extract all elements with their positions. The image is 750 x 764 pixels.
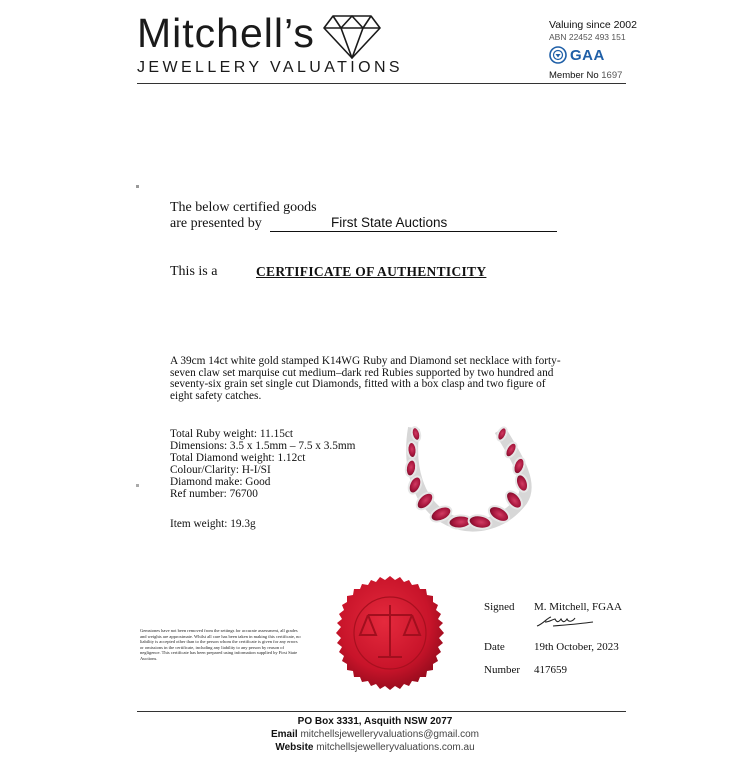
footer-website-link[interactable]: mitchellsjewelleryvaluations.com.au (316, 742, 475, 753)
spec-dimensions: Dimensions: 3.5 x 1.5mm – 7.5 x 3.5mm (170, 440, 356, 452)
signed-value: M. Mitchell, FGAA (534, 601, 622, 613)
footer-website-label: Website (275, 742, 314, 753)
member-value: 1697 (601, 70, 623, 81)
intro-line-1: The below certified goods (170, 200, 317, 215)
spec-ruby-weight: Total Ruby weight: 11.15ct (170, 428, 294, 440)
footer-divider (137, 711, 626, 712)
number-label: Number (484, 664, 521, 676)
margin-mark (136, 185, 139, 188)
date-value: 19th October, 2023 (534, 641, 619, 653)
footer-address-text: PO Box 3331, Asquith NSW 2077 (297, 716, 453, 727)
spec-diamond-make: Diamond make: Good (170, 476, 271, 488)
necklace-photo (394, 424, 541, 542)
abn-number: ABN 22452 493 151 (549, 32, 626, 42)
number-value: 417659 (534, 664, 567, 676)
member-number (549, 70, 622, 81)
item-weight: Item weight: 19.3g (170, 518, 256, 530)
wax-seal (332, 575, 448, 691)
signed-label: Signed (484, 601, 515, 613)
certificate-title: CERTIFICATE OF AUTHENTICITY (256, 264, 487, 279)
margin-mark (136, 484, 139, 487)
header-divider (137, 83, 626, 84)
brand-name: Mitchell’s (137, 10, 315, 56)
presented-by-field (270, 215, 557, 232)
member-label: Member No (549, 70, 599, 81)
presented-by-value: First State Auctions (331, 215, 448, 230)
date-label: Date (484, 641, 505, 653)
spec-ref-number: Ref number: 76700 (170, 488, 258, 500)
gaa-logo (549, 44, 605, 66)
intro-line-2: are presented by (170, 216, 262, 231)
spec-colour-clarity: Colour/Clarity: H-I/SI (170, 464, 271, 476)
gaa-seal-icon (549, 46, 567, 64)
footer-email-link[interactable]: mitchellsjewelleryvaluations@gmail.com (300, 729, 479, 740)
footer-website (0, 742, 750, 753)
footer-email-label: Email (270, 729, 298, 740)
handwritten-signature (535, 614, 597, 630)
disclaimer-text: Gemstones have not been removed from the settings for accurate assessment, all grades and weights are approximate. Whilst all care has been taken in making this certificate, no liability is accepted other than to the person whom the certificate is given for any errors or omissions in the certificate, including any liability to any person by reason of negligence. This certificate has been prepared using information supplied by First State Auctions. (140, 628, 301, 661)
footer-address (0, 716, 750, 727)
this-is-label: This is a (170, 264, 218, 279)
spec-diamond-weight: Total Diamond weight: 1.12ct (170, 452, 306, 464)
gaa-text: GAA (570, 46, 605, 64)
footer-email (0, 729, 750, 740)
valuing-since: Valuing since 2002 (549, 19, 637, 31)
item-description: A 39cm 14ct white gold stamped K14WG Ruby and Diamond set necklace with forty-seven claw set marquise cut medium–dark red Rubies supported by two hundred and seventy-six grain set single cut Diamonds, fitted with a box clasp and two figure of eight safety catches. (170, 355, 561, 402)
diamond-icon (323, 14, 381, 60)
brand-subtitle: JEWELLERY VALUATIONS (137, 59, 403, 76)
